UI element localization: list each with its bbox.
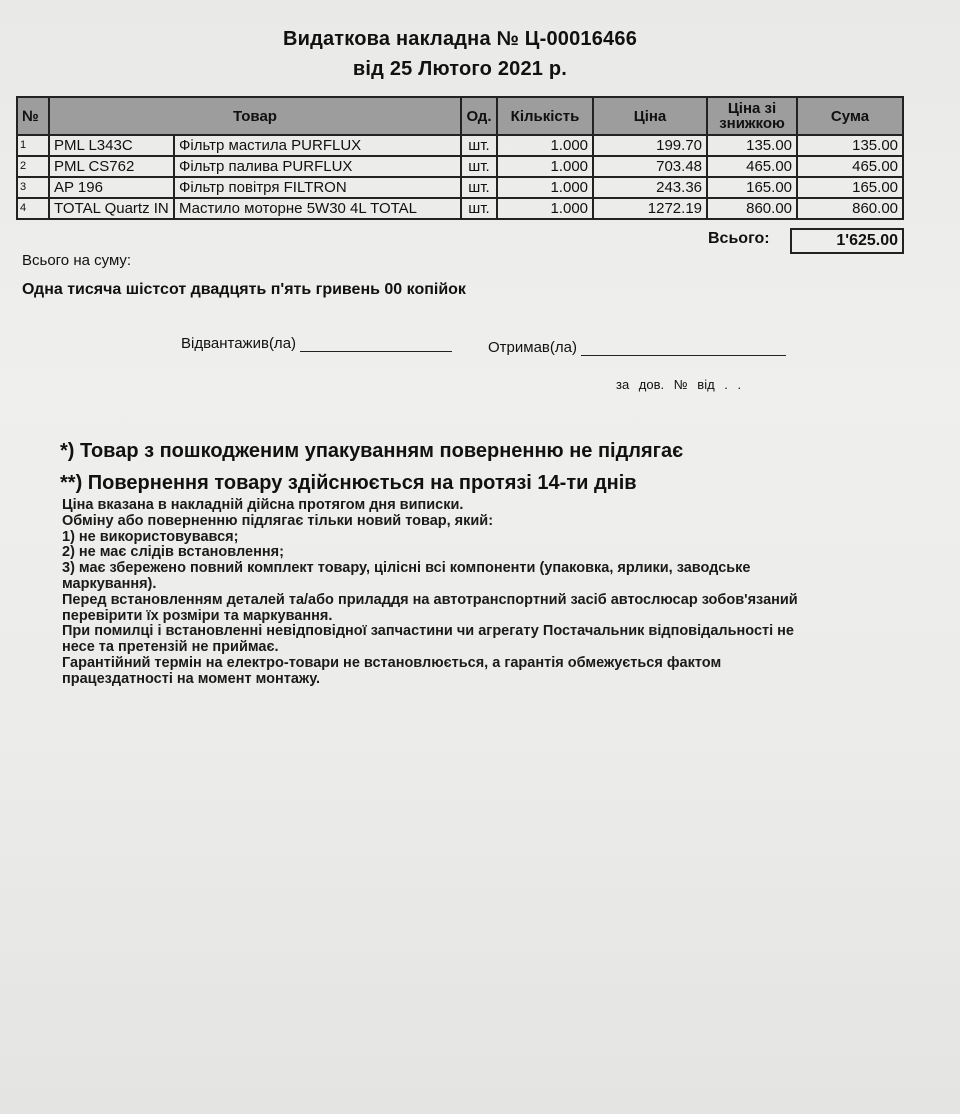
shipped-label: Відвантажив(ла) xyxy=(181,335,297,352)
terms-line: При помилці і встановленні невідповідної запчастини чи агрегату Постачальник відповідальності не xyxy=(62,623,794,640)
row-name: Фільтр мастила PURFLUX xyxy=(174,135,461,156)
row-code: PML L343C xyxy=(49,135,174,156)
notice-return-period: **) Повернення товару здійснюється на протязі 14-ти днів xyxy=(60,472,637,494)
table-row xyxy=(17,198,903,219)
row-price: 1272.19 xyxy=(593,198,707,219)
row-qty: 1.000 xyxy=(497,177,593,198)
terms-line: маркування). xyxy=(62,575,157,592)
row-code: PML CS762 xyxy=(49,156,174,177)
terms-line: працездатності на момент монтажу. xyxy=(62,670,321,687)
row-num: 1 xyxy=(17,135,49,156)
total-value: 1'625.00 xyxy=(790,228,904,254)
row-discount: 165.00 xyxy=(707,177,797,198)
row-unit: шт. xyxy=(461,198,497,219)
terms-line: несе та претензій не приймає. xyxy=(62,639,279,656)
row-price: 199.70 xyxy=(593,135,707,156)
row-code: AP 196 xyxy=(49,177,174,198)
sum-caption: Всього на суму: xyxy=(22,252,132,269)
header-sum: Сума xyxy=(797,97,903,135)
proxy-reference: за дов. № від . . xyxy=(616,377,742,392)
sum-in-words: Одна тисяча шістсот двадцять п'ять гривень 00 копійок xyxy=(22,281,466,298)
row-sum: 165.00 xyxy=(797,177,903,198)
header-item: Товар xyxy=(49,97,461,135)
row-unit: шт. xyxy=(461,135,497,156)
terms-line: перевірити їх розміри та маркування. xyxy=(62,607,333,624)
header-price: Ціна xyxy=(593,97,707,135)
row-num: 2 xyxy=(17,156,49,177)
row-code: TOTAL Quartz IN xyxy=(49,198,174,219)
received-signature-line xyxy=(581,338,786,356)
terms-line: 1) не використовувався; xyxy=(62,528,239,545)
notice-damaged-packaging: *) Товар з пошкодженим упакуванням поверненню не підлягає xyxy=(60,440,684,462)
terms-line: Ціна вказана в накладній дійсна протягом дня виписки. xyxy=(62,497,464,513)
table-row xyxy=(17,156,903,177)
table-row xyxy=(17,135,903,156)
table-header-row xyxy=(17,97,903,135)
terms-block xyxy=(62,498,882,688)
row-unit: шт. xyxy=(461,177,497,198)
row-sum: 465.00 xyxy=(797,156,903,177)
header-num: № xyxy=(17,97,49,135)
row-qty: 1.000 xyxy=(497,156,593,177)
header-discount-price xyxy=(707,97,797,135)
row-price: 703.48 xyxy=(593,156,707,177)
row-qty: 1.000 xyxy=(497,198,593,219)
header-discount-line1: Ціна зі xyxy=(727,100,777,117)
row-discount: 465.00 xyxy=(707,156,797,177)
terms-line: Перед встановленням деталей та/або приладдя на автотранспортний засіб автослюсар зобов'язаний xyxy=(62,591,798,608)
terms-line: 3) має збережено повний комплект товару, цілісні всі компоненти (упаковка, ярлики, заводське xyxy=(62,560,751,577)
invoice-table xyxy=(16,96,904,220)
terms-line: Обміну або поверненню підлягає тільки новий товар, який: xyxy=(62,512,494,529)
received-signature xyxy=(488,338,786,356)
header-discount-line2: знижкою xyxy=(719,115,785,132)
header-qty: Кількість xyxy=(497,97,593,135)
terms-line: 2) не має слідів встановлення; xyxy=(62,544,284,561)
row-discount: 135.00 xyxy=(707,135,797,156)
document-date: від 25 Лютого 2021 р. xyxy=(352,58,568,80)
row-sum: 135.00 xyxy=(797,135,903,156)
received-label: Отримав(ла) xyxy=(488,339,577,356)
row-qty: 1.000 xyxy=(497,135,593,156)
row-unit: шт. xyxy=(461,156,497,177)
row-name: Мастило моторне 5W30 4L TOTAL xyxy=(174,198,461,219)
row-discount: 860.00 xyxy=(707,198,797,219)
row-price: 243.36 xyxy=(593,177,707,198)
row-num: 4 xyxy=(17,198,49,219)
document-title: Видаткова накладна № Ц-00016466 xyxy=(282,28,638,50)
row-name: Фільтр повітря FILTRON xyxy=(174,177,461,198)
table-row xyxy=(17,177,903,198)
shipped-signature xyxy=(181,334,452,352)
total-label: Всього: xyxy=(708,230,770,247)
row-name: Фільтр палива PURFLUX xyxy=(174,156,461,177)
row-sum: 860.00 xyxy=(797,198,903,219)
row-num: 3 xyxy=(17,177,49,198)
shipped-signature-line xyxy=(300,334,452,352)
terms-line: Гарантійний термін на електро-товари не встановлюється, а гарантія обмежується фактом xyxy=(62,654,722,671)
header-unit: Од. xyxy=(461,97,497,135)
